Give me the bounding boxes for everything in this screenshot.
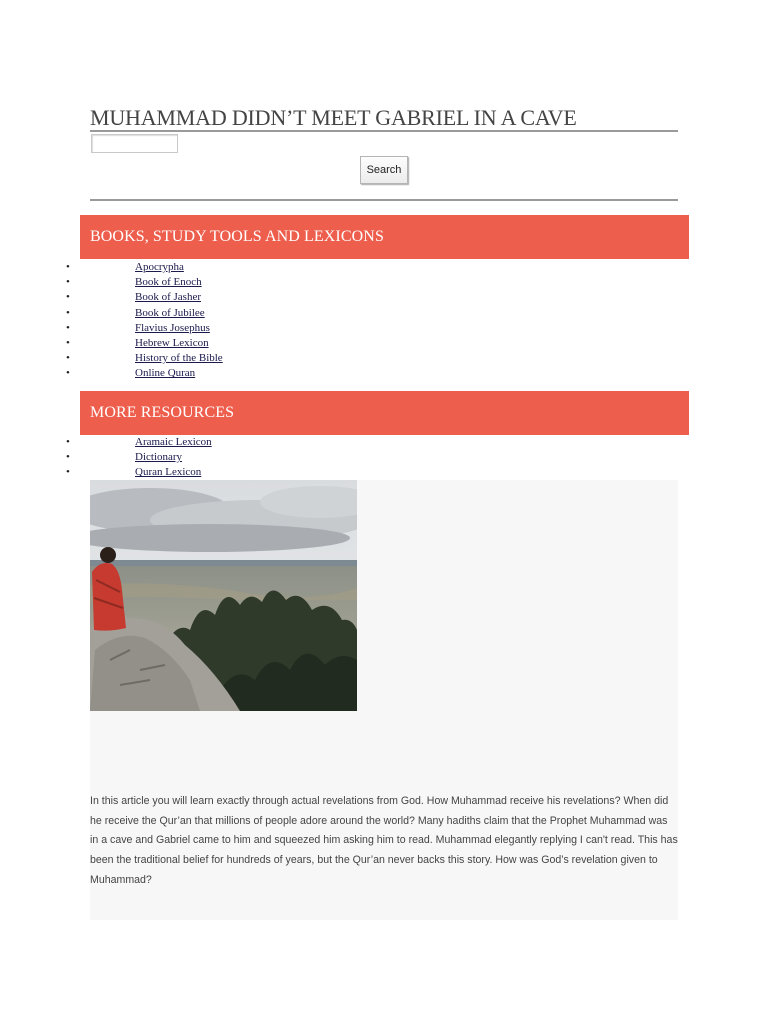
bullet-icon: •: [66, 291, 70, 304]
title-divider: [90, 130, 678, 132]
link-online-quran[interactable]: Online Quran: [135, 367, 196, 380]
link-history-of-the-bible[interactable]: History of the Bible: [135, 352, 223, 365]
bullet-icon: •: [66, 352, 70, 365]
link-hebrew-lexicon[interactable]: Hebrew Lexicon: [135, 336, 209, 349]
bullet-icon: •: [66, 367, 70, 380]
bullet-icon: •: [66, 321, 70, 334]
search-input[interactable]: [91, 134, 178, 153]
link-book-of-jubilee[interactable]: Book of Jubilee: [135, 306, 205, 319]
link-book-of-enoch[interactable]: Book of Enoch: [135, 276, 202, 289]
bullet-icon: •: [66, 336, 70, 349]
page-title: MUHAMMAD DIDN’T MEET GABRIEL IN A CAVE: [90, 105, 577, 130]
article-intro: In this article you will learn exactly through actual revelations from God. How Muhammad receive his revelations? When did he receive the Qur’an that millions of people adore around the world? Many hadiths claim that the Prophet Muhammad was in a cave and Gabriel came to him and squeezed him asking him to read. Muhammad elegantly replying I can't read. This has been the traditional belief for hundreds of years, but the Qur’an never backs this story. How was God’s revelation given to Muhammad?: [90, 795, 678, 886]
link-apocrypha[interactable]: Apocrypha: [135, 261, 184, 273]
widget-header-more-resources: MORE RESOURCES: [80, 391, 689, 435]
bullet-icon: •: [66, 436, 70, 448]
link-flavius-josephus[interactable]: Flavius Josephus: [135, 321, 210, 334]
bullet-icon: •: [66, 306, 70, 319]
bullet-icon: •: [66, 276, 70, 289]
search-button[interactable]: Search: [360, 156, 408, 184]
link-book-of-jasher[interactable]: Book of Jasher: [135, 291, 201, 304]
link-quran-lexicon[interactable]: Quran Lexicon: [135, 466, 202, 479]
widget-header-books: BOOKS, STUDY TOOLS AND LEXICONS: [80, 215, 689, 259]
bullet-icon: •: [66, 451, 70, 464]
link-aramaic-lexicon[interactable]: Aramaic Lexicon: [135, 436, 212, 448]
link-dictionary[interactable]: Dictionary: [135, 451, 183, 464]
hero-image: [90, 480, 357, 711]
bullet-icon: •: [66, 466, 70, 479]
bullet-icon: •: [66, 261, 70, 273]
search-divider: [90, 199, 678, 201]
